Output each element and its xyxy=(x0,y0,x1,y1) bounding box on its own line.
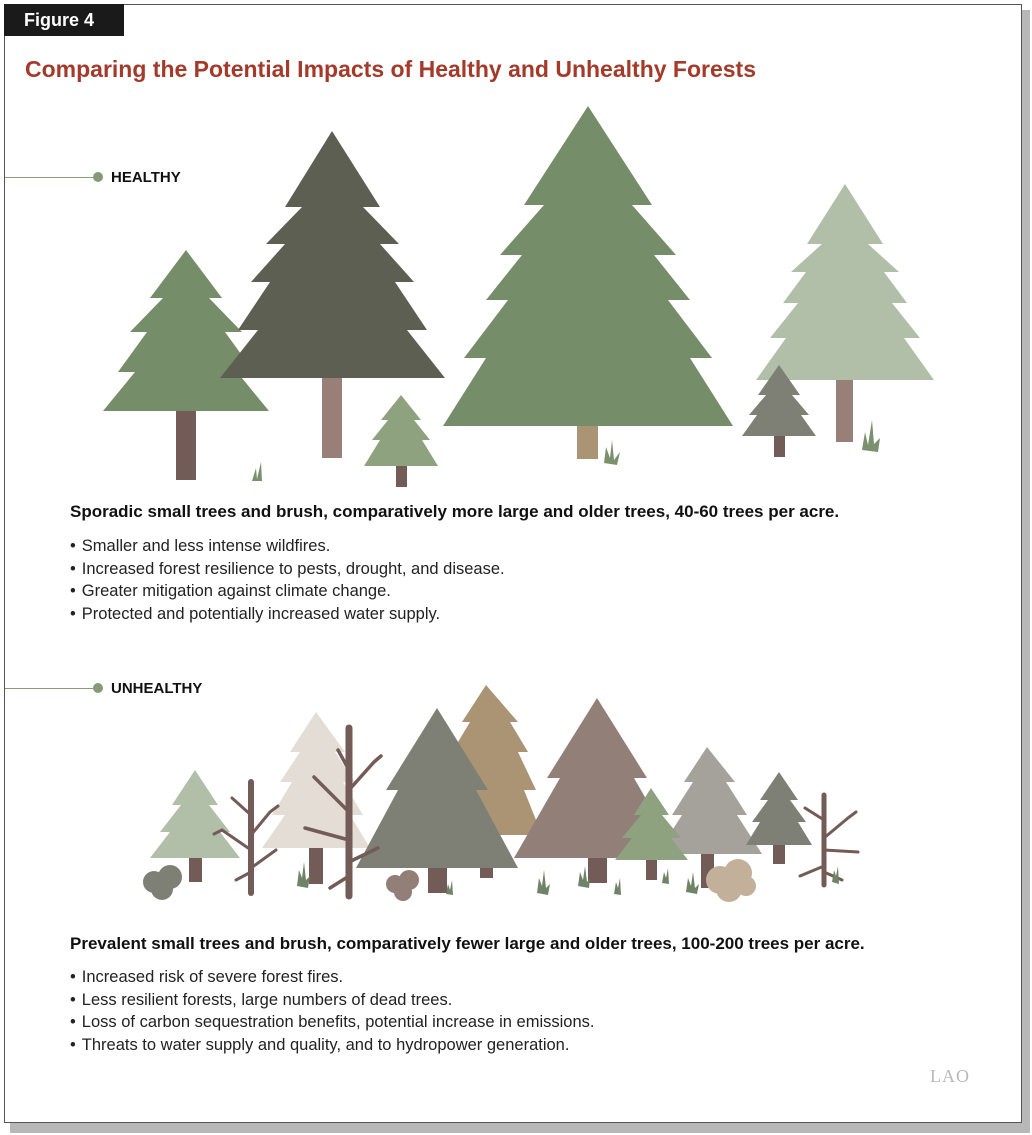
healthy-forest-illustration xyxy=(0,100,1032,495)
healthy-tree-largest xyxy=(443,106,733,459)
healthy-summary: Sporadic small trees and brush, comparatively more large and older trees, 40-60 trees per acre. xyxy=(70,502,840,521)
unhealthy-bullet: • Threats to water supply and quality, and to hydropower generation. xyxy=(70,1034,595,1057)
healthy-label: HEALTHY xyxy=(111,169,181,186)
figure-title: Comparing the Potential Impacts of Healthy and Unhealthy Forests xyxy=(25,56,757,82)
unhealthy-bullet: • Less resilient forests, large numbers of dead trees. xyxy=(70,989,595,1012)
brush-shrub-left xyxy=(143,865,182,900)
healthy-bullet: • Protected and potentially increased water supply. xyxy=(70,603,505,626)
figure-label: Figure 4 xyxy=(4,4,124,36)
unhealthy-tree-left xyxy=(150,770,240,882)
unhealthy-summary: Prevalent small trees and brush, comparatively fewer large and older trees, 100-200 trees per acre. xyxy=(70,934,865,953)
brush-shrub-center xyxy=(386,870,419,901)
healthy-bullet: • Greater mitigation against climate change. xyxy=(70,580,505,603)
healthy-sapling xyxy=(364,395,438,487)
unhealthy-bullet: • Increased risk of severe forest fires. xyxy=(70,966,595,989)
healthy-bullet: • Increased forest resilience to pests, drought, and disease. xyxy=(70,558,505,581)
unhealthy-forest-illustration xyxy=(0,680,1032,905)
lao-logo: LAO xyxy=(930,1066,970,1086)
unhealthy-label: UNHEALTHY xyxy=(111,680,203,697)
unhealthy-bullet: • Loss of carbon sequestration benefits, potential increase in emissions. xyxy=(70,1011,595,1034)
unhealthy-bullet-list xyxy=(70,966,595,1056)
healthy-bullet: • Smaller and less intense wildfires. xyxy=(70,535,505,558)
healthy-bullet-list xyxy=(70,535,505,625)
